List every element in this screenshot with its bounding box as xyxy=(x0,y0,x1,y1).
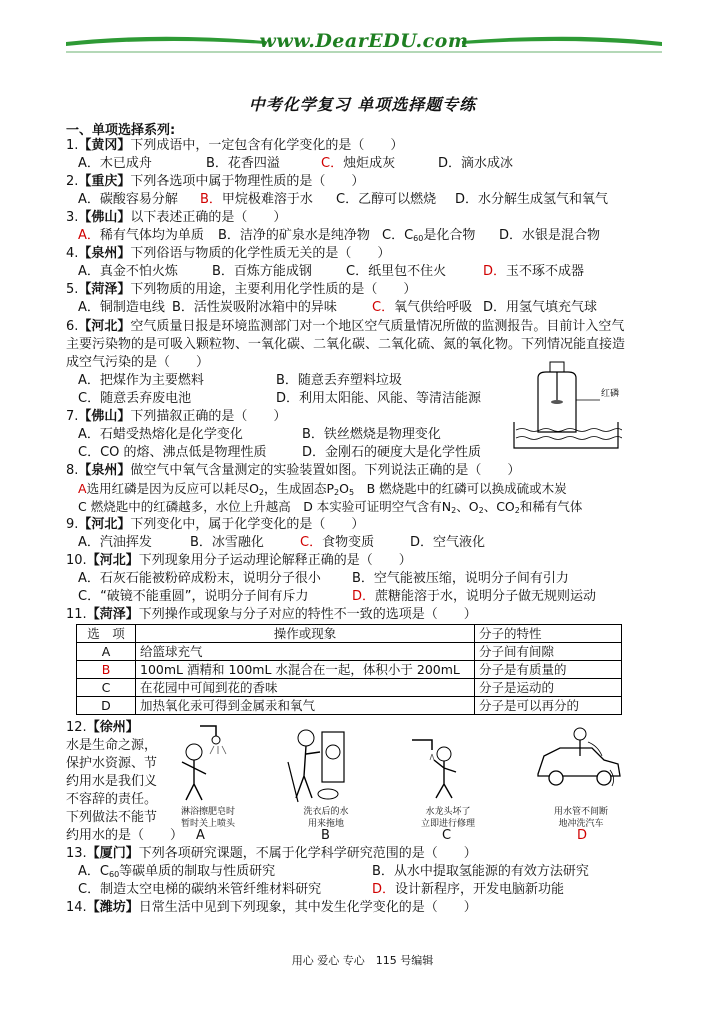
q1-option-d: D．滴水成冰 xyxy=(438,156,514,171)
table-cell: 分子是可以再分的 xyxy=(475,697,622,715)
table-cell: 分子是运动的 xyxy=(475,679,622,697)
q2-option-a: A．碳酸容易分解 xyxy=(78,192,178,207)
table-cell: C xyxy=(77,679,136,697)
q9-option-c: C．食物变质 xyxy=(300,535,375,550)
q2-option-c: C．乙醇可以燃烧 xyxy=(336,192,437,207)
table-cell: 分子间有间隙 xyxy=(475,643,622,661)
q12-stem: 12.【徐州】 xyxy=(66,720,139,735)
table-row xyxy=(77,679,622,697)
q9-option-a: A．汽油挥发 xyxy=(78,535,152,550)
q2-stem: 2.【重庆】下列各选项中属于物理性质的是（ ） xyxy=(66,174,365,189)
q6-stem: 6.【河北】空气质量日报是环境监测部门对一个地区空气质量情况所做的监测报告。目前计入空气 xyxy=(66,319,625,334)
q10-option-a: A．石灰石能被粉碎成粉末，说明分子很小 xyxy=(78,571,321,586)
caption-a: 淋浴擦肥皂时 暂时关上喷头 xyxy=(180,807,235,829)
q6-option-c: C．随意丢弃废电池 xyxy=(78,391,192,406)
table-row xyxy=(77,661,622,679)
table-cell: 分子是有质量的 xyxy=(475,661,622,679)
table-row xyxy=(77,643,622,661)
q12-text-line: 约用水的是（ ） xyxy=(66,828,184,843)
q12-text-line: 不容辞的责任。 xyxy=(66,792,158,807)
q9-option-d: D．空气液化 xyxy=(410,535,486,550)
site-header xyxy=(66,28,662,58)
caption-b: 洗衣后的水 用来拖地 xyxy=(303,807,349,829)
q9-option-b: B．冰雪融化 xyxy=(190,535,264,550)
q1-option-c: C．烛炬成灰 xyxy=(321,156,396,171)
q12-text-line: 下列做法不能节 xyxy=(66,810,158,825)
q4-option-a: A．真金不怕火炼 xyxy=(78,264,178,279)
q10-stem: 10.【河北】下列现象用分子运动理论解释正确的是（ ） xyxy=(66,553,412,568)
car-washing-illustration-icon xyxy=(530,720,630,802)
table-cell: 在花园中可闻到花的香味 xyxy=(136,679,475,697)
table-cell: 给篮球充气 xyxy=(136,643,475,661)
q6-option-d: D．利用太阳能、风能、等清洁能源 xyxy=(276,391,482,406)
q1-stem: 1.【黄冈】下列成语中，一定包含有化学变化的是（ ） xyxy=(66,138,404,153)
q10-option-b: B．空气能被压缩，说明分子间有引力 xyxy=(352,571,569,586)
q5-option-c: C．氧气供给呼吸 xyxy=(372,300,473,315)
q6-option-b: B．随意丢弃塑料垃圾 xyxy=(276,373,402,388)
q3-stem: 3.【佛山】以下表述正确的是（ ） xyxy=(66,210,287,225)
table-cell: A xyxy=(77,643,136,661)
mopping-illustration-icon xyxy=(280,722,350,808)
section-heading: 一、单项选择系列: xyxy=(66,123,176,138)
table-cell: B xyxy=(77,661,136,679)
caption-d-letter: D xyxy=(577,828,588,843)
q2-option-b: B．甲烷极难溶于水 xyxy=(200,192,313,207)
q12-text-line: 约用水是我们义 xyxy=(66,774,158,789)
page-title: 中考化学复习 单项选择题专练 xyxy=(248,95,477,114)
shower-illustration-icon xyxy=(170,722,230,804)
q6-option-a: A．把煤作为主要燃料 xyxy=(78,373,204,388)
q11-table xyxy=(76,624,622,715)
q13-stem: 13.【厦门】下列各项研究课题，不属于化学科学研究范围的是（ ） xyxy=(66,846,477,861)
table-header: 操作或现象 xyxy=(136,625,475,643)
q5-option-b: B．活性炭吸附冰箱中的异味 xyxy=(172,300,337,315)
q7-option-a: A．石蜡受热熔化是化学变化 xyxy=(78,427,243,442)
q8-options-ab: A选用红磷是因为反应可以耗尽$O_2$，生成固态$P_2O_5$ B 燃烧匙中的红磷可以换成硫或木炭 xyxy=(78,481,567,497)
caption-d: 用水管不间断 地冲洗汽车 xyxy=(553,807,608,829)
q3-option-b: B．洁净的矿泉水是纯净物 xyxy=(218,228,370,243)
q3-option-a: A．稀有气体均为单质 xyxy=(78,228,204,243)
table-cell: D xyxy=(77,697,136,715)
q4-option-d: D．玉不琢不成器 xyxy=(483,264,585,279)
page-footer: 用心 爱心 专心 115 号编辑 xyxy=(291,954,434,967)
q3-option-d: D．水银是混合物 xyxy=(499,228,601,243)
q12-text-line: 保护水资源、节 xyxy=(66,756,158,771)
fig-label-red-phosphorus: 红磷 xyxy=(601,389,620,399)
table-cell: 100mL 酒精和 100mL 水混合在一起，体积小于 200mL xyxy=(136,661,475,679)
q13-option-d: D．设计新程序，开发电脑新功能 xyxy=(372,882,565,897)
q14-stem: 14.【潍坊】日常生活中见到下列现象，其中发生化学变化的是（ ） xyxy=(66,900,477,915)
table-cell: 加热氧化汞可得到金属汞和氧气 xyxy=(136,697,475,715)
q5-stem: 5.【菏泽】下列物质的用途，主要利用化学性质的是（ ） xyxy=(66,282,417,297)
table-header: 选 项 xyxy=(77,625,136,643)
faucet-repair-illustration-icon xyxy=(408,728,468,802)
q5-option-a: A．铜制造电线 xyxy=(78,300,165,315)
q4-option-b: B．百炼方能成钢 xyxy=(212,264,312,279)
q4-option-c: C．纸里包不住火 xyxy=(346,264,447,279)
apparatus-figure xyxy=(510,360,622,452)
q13-option-c: C．制造太空电梯的碳纳米管纤维材料研究 xyxy=(78,882,322,897)
q13-option-b: B．从水中提取氢能源的有效方法研究 xyxy=(372,864,589,879)
caption-b-letter: B xyxy=(321,828,330,843)
q4-stem: 4.【泉州】下列俗语与物质的化学性质无关的是（ ） xyxy=(66,246,391,261)
caption-c: 水龙头坏了 立即进行修理 xyxy=(420,807,475,829)
q10-option-d: D．蔗糖能溶于水，说明分子做无规则运动 xyxy=(352,589,597,604)
table-header-row xyxy=(77,625,622,643)
q6-stem-line2: 主要污染物的是可吸入颗粒物、一氧化碳、二氧化碳、二氧化硫、氮的氧化物。下列情况能直接造 xyxy=(66,337,626,352)
q2-option-d: D．水分解生成氢气和氧气 xyxy=(455,192,609,207)
q7-option-b: B．铁丝燃烧是物理变化 xyxy=(302,427,441,442)
q10-option-c: C．“破镜不能重圆”，说明分子间有斥力 xyxy=(78,589,309,604)
q7-stem: 7.【佛山】下列描叙正确的是（ ） xyxy=(66,409,287,424)
q5-option-d: D．用氢气填充气球 xyxy=(483,300,598,315)
site-url: www.DearEDU.com xyxy=(259,30,469,52)
q8-stem: 8.【泉州】做空气中氧气含量测定的实验装置如图。下列说法正确的是（ ） xyxy=(66,463,521,478)
q13-option-a: A．$C_{60}$等碳单质的制取与性质研究 xyxy=(78,864,276,879)
caption-a-letter: A xyxy=(196,828,205,843)
q8-options-cd: C 燃烧匙中的红磷越多，水位上升越高 D 本实验可证明空气含有$N_2$、$O_2$、$CO_2$和稀有气体 xyxy=(78,499,583,515)
caption-c-letter: C xyxy=(442,828,452,843)
table-header: 分子的特性 xyxy=(475,625,622,643)
q1-option-b: B．花香四溢 xyxy=(206,156,280,171)
q11-stem: 11.【菏泽】下列操作或现象与分子对应的特性不一致的选项是（ ） xyxy=(66,607,477,622)
q6-stem-line3: 成空气污染的是（ ） xyxy=(66,355,210,370)
q9-stem: 9.【河北】下列变化中，属于化学变化的是（ ） xyxy=(66,517,365,532)
q1-option-a: A．木已成舟 xyxy=(78,156,152,171)
q12-text-line: 水是生命之源， xyxy=(66,738,158,753)
q3-option-c: C．$C_{60}$是化合物 xyxy=(382,228,476,243)
q7-option-d: D．金刚石的硬度大是化学性质 xyxy=(302,445,482,460)
table-row xyxy=(77,697,622,715)
q7-option-c: C．CO 的熔、沸点低是物理性质 xyxy=(78,445,267,460)
